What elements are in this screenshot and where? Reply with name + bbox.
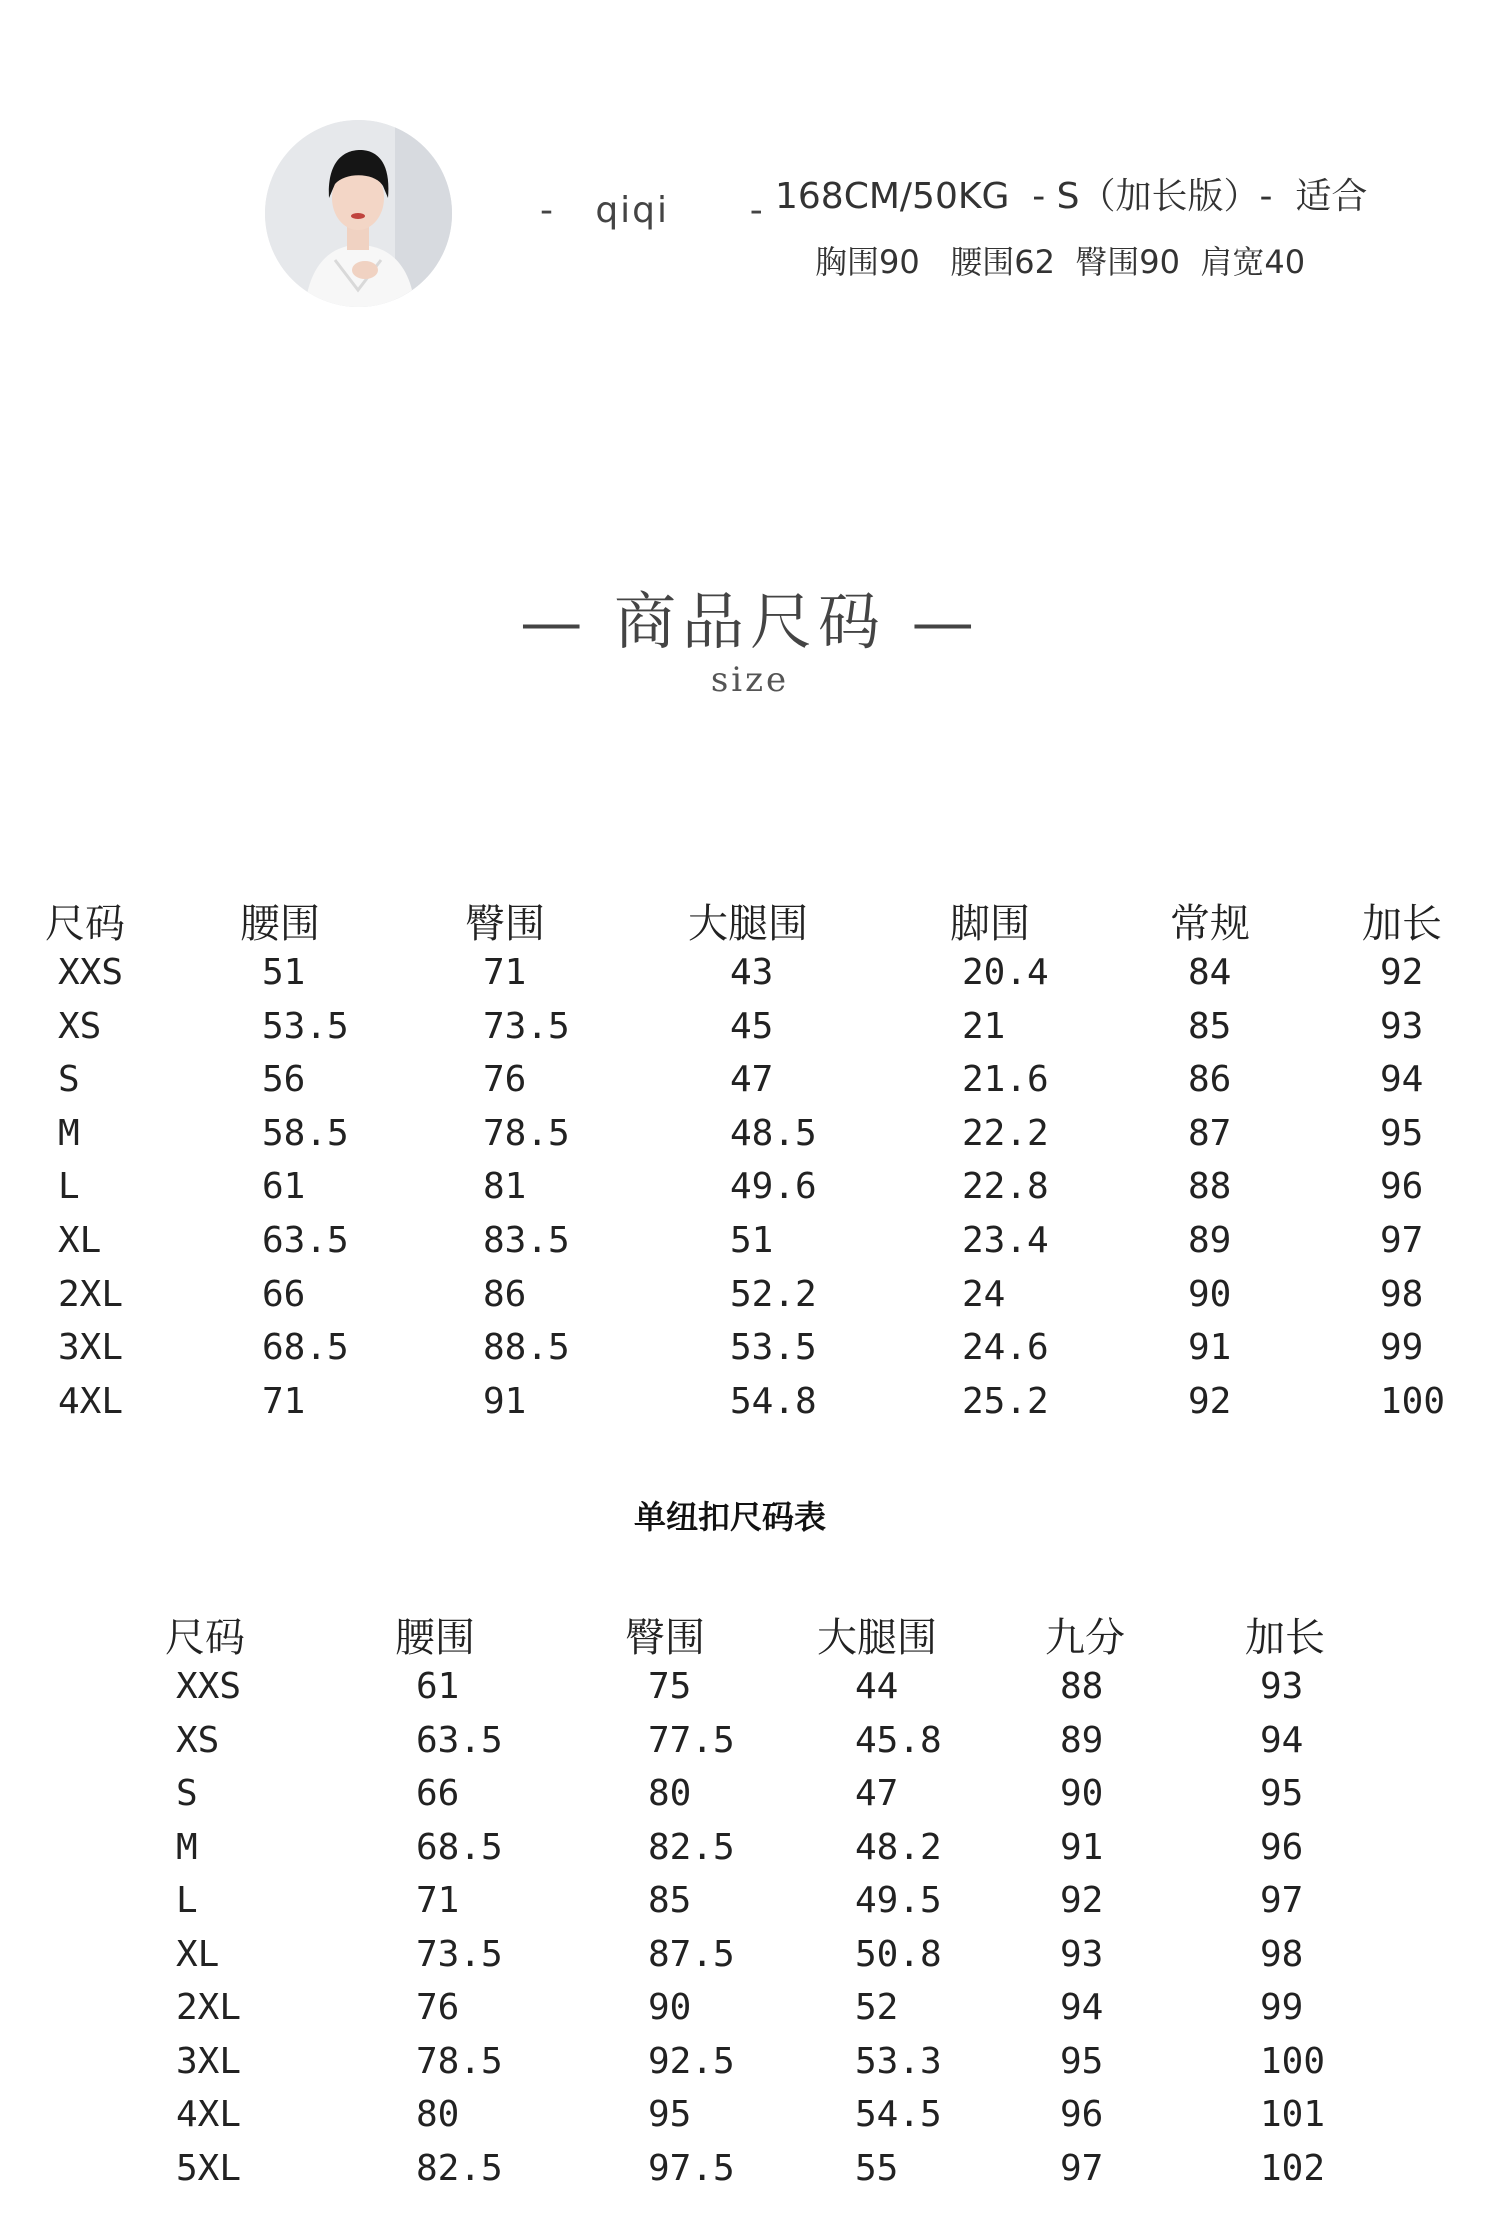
table-cell: 95 — [1380, 1112, 1424, 1154]
table-cell: 21 — [962, 1005, 1006, 1047]
table-cell: 97.5 — [648, 2147, 735, 2189]
table-cell: 63.5 — [262, 1220, 349, 1261]
table-cell: 22.2 — [962, 1112, 1049, 1154]
table-cell: 78.5 — [416, 2040, 503, 2082]
table-cell: 51 — [262, 952, 306, 993]
table-cell: 49.5 — [855, 1880, 942, 1921]
section-title: — 商品尺码 — — [520, 585, 980, 658]
table-cell: 87.5 — [648, 1933, 735, 1975]
column-header: 腰围 — [395, 1615, 475, 1661]
size-label: 3XL — [176, 2040, 242, 2082]
table-cell: 20.4 — [962, 952, 1049, 993]
table-cell: 23.4 — [962, 1220, 1049, 1261]
table-cell: 53.5 — [730, 1327, 817, 1369]
column-header: 大腿围 — [817, 1615, 937, 1661]
column-header: 加长 — [1245, 1615, 1325, 1661]
table-cell: 94 — [1380, 1059, 1424, 1101]
table-cell: 94 — [1060, 1987, 1104, 2028]
table-cell: 68.5 — [416, 1826, 503, 1868]
table-cell: 97 — [1380, 1220, 1424, 1261]
table-cell: 90 — [1060, 1773, 1104, 1814]
table-cell: 47 — [855, 1773, 899, 1814]
size-label: L — [176, 1880, 198, 1921]
size-label: XXS — [176, 1666, 242, 1707]
section-subtitle: size — [710, 660, 790, 700]
table-cell: 92 — [1188, 1380, 1232, 1422]
size-label: L — [58, 1166, 80, 1208]
model-name: - qiqi - — [540, 190, 765, 231]
table-cell: 68.5 — [262, 1327, 349, 1369]
size-label: M — [176, 1826, 198, 1868]
table-cell: 71 — [483, 952, 527, 993]
table-cell: 92.5 — [648, 2040, 735, 2082]
table-cell: 82.5 — [648, 1826, 735, 1868]
table-cell: 96 — [1060, 2094, 1104, 2135]
model-spec-size: 168CM/50KG - S（加长版）- 适合 — [775, 176, 1368, 217]
table-cell: 76 — [483, 1059, 527, 1101]
table-cell: 101 — [1260, 2094, 1326, 2135]
table-cell: 86 — [1188, 1059, 1232, 1101]
table-cell: 22.8 — [962, 1166, 1049, 1208]
size-label: 3XL — [58, 1327, 124, 1369]
table-cell: 85 — [648, 1880, 692, 1921]
table-cell: 88 — [1060, 1666, 1104, 1707]
column-header: 大腿围 — [688, 901, 808, 947]
column-header: 臀围 — [625, 1615, 705, 1661]
column-header: 九分 — [1045, 1615, 1125, 1661]
table-cell: 47 — [730, 1059, 774, 1101]
table-cell: 80 — [416, 2094, 460, 2135]
column-header: 尺码 — [165, 1615, 245, 1661]
table-cell: 54.8 — [730, 1380, 817, 1422]
table-cell: 78.5 — [483, 1112, 570, 1154]
table-cell: 100 — [1260, 2040, 1326, 2082]
size-label: 5XL — [176, 2147, 242, 2189]
table-cell: 66 — [262, 1273, 306, 1315]
table-cell: 73.5 — [416, 1933, 503, 1975]
table-cell: 95 — [648, 2094, 692, 2135]
table-cell: 21.6 — [962, 1059, 1049, 1101]
table-cell: 91 — [1060, 1826, 1104, 1868]
table-cell: 83.5 — [483, 1220, 570, 1261]
table-cell: 77.5 — [648, 1719, 735, 1761]
table-cell: 48.5 — [730, 1112, 817, 1154]
table-cell: 96 — [1380, 1166, 1424, 1208]
table-cell: 25.2 — [962, 1380, 1049, 1422]
table-cell: 53.3 — [855, 2040, 942, 2082]
table-cell: 97 — [1060, 2147, 1104, 2189]
table-cell: 87 — [1188, 1112, 1232, 1154]
size-label: 2XL — [58, 1273, 124, 1315]
table-cell: 82.5 — [416, 2147, 503, 2189]
table-cell: 71 — [262, 1380, 306, 1422]
size-label: 4XL — [58, 1380, 124, 1422]
table-cell: 75 — [648, 1666, 692, 1707]
table-cell: 52.2 — [730, 1273, 817, 1315]
table-cell: 89 — [1060, 1719, 1104, 1761]
size-label: XS — [176, 1719, 220, 1761]
single-button-size-table-title: 单纽扣尺码表 — [633, 1498, 826, 1536]
table-cell: 81 — [483, 1166, 527, 1208]
table-cell: 71 — [416, 1880, 460, 1921]
table-cell: 98 — [1260, 1933, 1304, 1975]
table-cell: 102 — [1260, 2147, 1326, 2189]
size-label: 2XL — [176, 1987, 242, 2028]
table-cell: 49.6 — [730, 1166, 817, 1208]
table-cell: 48.2 — [855, 1826, 942, 1868]
table-cell: 44 — [855, 1666, 899, 1707]
table-cell: 58.5 — [262, 1112, 349, 1154]
table-cell: 43 — [730, 952, 774, 993]
column-header: 脚围 — [950, 901, 1030, 947]
table-cell: 88 — [1188, 1166, 1232, 1208]
table-cell: 93 — [1380, 1005, 1424, 1047]
table-cell: 100 — [1380, 1380, 1446, 1422]
table-cell: 56 — [262, 1059, 306, 1101]
size-label: XL — [176, 1933, 220, 1975]
table-cell: 24.6 — [962, 1327, 1049, 1369]
table-cell: 61 — [416, 1666, 460, 1707]
table-cell: 91 — [1188, 1327, 1232, 1369]
table-cell: 73.5 — [483, 1005, 570, 1047]
size-label: XS — [58, 1005, 102, 1047]
column-header: 腰围 — [240, 901, 320, 947]
table-cell: 93 — [1260, 1666, 1304, 1707]
table-cell: 53.5 — [262, 1005, 349, 1047]
table-cell: 24 — [962, 1273, 1006, 1315]
table-cell: 90 — [1188, 1273, 1232, 1315]
table-cell: 91 — [483, 1380, 527, 1422]
model-spec-measurements: 胸围90 腰围62 臀围90 肩宽40 — [815, 243, 1306, 281]
table-cell: 45.8 — [855, 1719, 942, 1761]
table-cell: 90 — [648, 1987, 692, 2028]
table-cell: 92 — [1060, 1880, 1104, 1921]
column-header: 尺码 — [45, 901, 125, 947]
size-label: S — [58, 1059, 80, 1101]
table-cell: 50.8 — [855, 1933, 942, 1975]
table-cell: 94 — [1260, 1719, 1304, 1761]
size-label: S — [176, 1773, 198, 1814]
size-label: XXS — [58, 952, 124, 993]
table-cell: 85 — [1188, 1005, 1232, 1047]
table-cell: 95 — [1060, 2040, 1104, 2082]
table-cell: 96 — [1260, 1826, 1304, 1868]
table-cell: 95 — [1260, 1773, 1304, 1814]
table-cell: 86 — [483, 1273, 527, 1315]
table-cell: 66 — [416, 1773, 460, 1814]
table-cell: 61 — [262, 1166, 306, 1208]
table-cell: 63.5 — [416, 1719, 503, 1761]
table-cell: 93 — [1060, 1933, 1104, 1975]
table-cell: 92 — [1380, 952, 1424, 993]
table-cell: 45 — [730, 1005, 774, 1047]
table-cell: 76 — [416, 1987, 460, 2028]
table-cell: 84 — [1188, 952, 1232, 993]
table-cell: 80 — [648, 1773, 692, 1814]
table-cell: 89 — [1188, 1220, 1232, 1261]
table-cell: 88.5 — [483, 1327, 570, 1369]
column-header: 常规 — [1170, 901, 1250, 947]
size-label: M — [58, 1112, 80, 1154]
size-label: XL — [58, 1220, 102, 1261]
table-cell: 99 — [1260, 1987, 1304, 2028]
size-label: 4XL — [176, 2094, 242, 2135]
table-cell: 52 — [855, 1987, 899, 2028]
table-cell: 97 — [1260, 1880, 1304, 1921]
column-header: 加长 — [1362, 901, 1442, 947]
table-cell: 99 — [1380, 1327, 1424, 1369]
table-cell: 98 — [1380, 1273, 1424, 1315]
column-header: 臀围 — [465, 901, 545, 947]
table-cell: 55 — [855, 2147, 899, 2189]
table-cell: 51 — [730, 1220, 774, 1261]
table-cell: 54.5 — [855, 2094, 942, 2135]
